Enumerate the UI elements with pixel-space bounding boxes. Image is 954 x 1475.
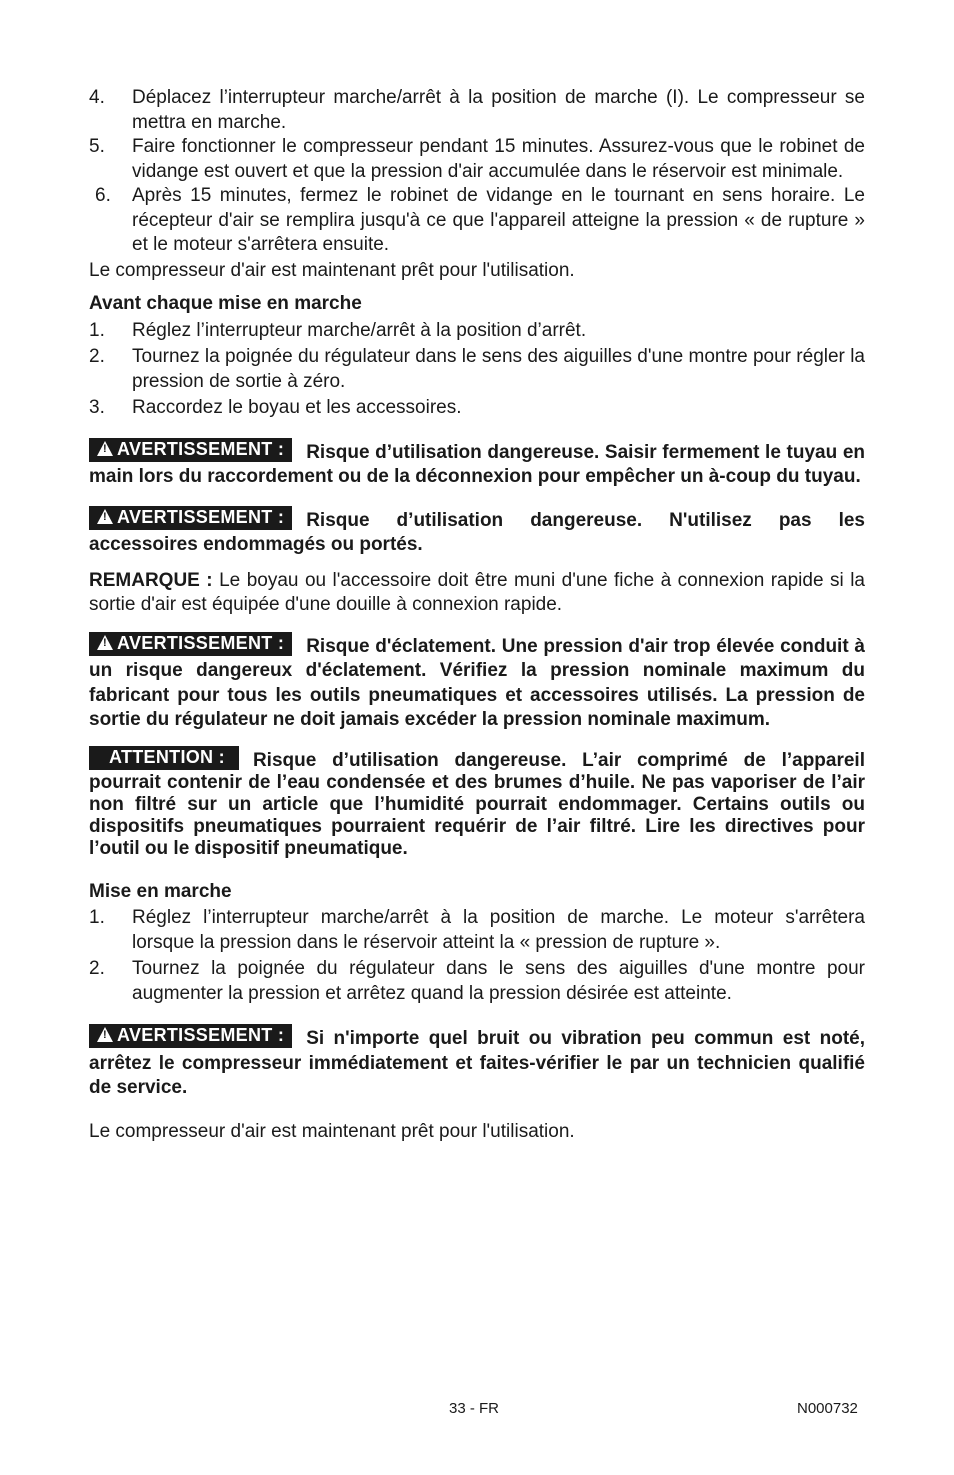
warning-block-3 bbox=[89, 632, 865, 733]
list-item bbox=[89, 396, 865, 421]
list-item bbox=[89, 86, 865, 135]
caution-text: Risque d’utilisation dangereuse. L’air comprimé de l’appareil pourrait contenir de l’eau condensée et des brumes d’huile. Ne pas vaporiser de l’air non filtré sur un article que l’humidité pourrait endommager. Certains outils ou dispositifs pneumatiques pourraient requérir de l’air filtré. Lire les directives pour l’outil ou le dispositif pneumatique. bbox=[89, 749, 865, 859]
warning-triangle-icon bbox=[97, 509, 113, 524]
item-text: Réglez l’interrupteur marche/arrêt à la position de marche. Le moteur s'arrêtera lorsque la pression dans le réservoir atteint la « pression de rupture ». bbox=[132, 907, 865, 953]
section-heading-start: Mise en marche bbox=[89, 880, 232, 902]
item-text: Raccordez le boyau et les accessoires. bbox=[132, 397, 462, 418]
warning-block-1 bbox=[89, 438, 865, 490]
warning-badge bbox=[89, 1024, 292, 1048]
warning-badge bbox=[89, 632, 292, 656]
item-text: Tournez la poignée du régulateur dans le sens des aiguilles d'une montre pour augmenter la pression et arrêtez quand la pression désirée est atteinte. bbox=[132, 958, 865, 1004]
warning-badge bbox=[89, 438, 292, 462]
item-number: 3. bbox=[89, 397, 105, 418]
item-text: Tournez la poignée du régulateur dans le sens des aiguilles d'une montre pour régler la pression de sortie à zéro. bbox=[132, 346, 865, 392]
warning-block-2 bbox=[89, 506, 865, 558]
steps-list-before-start bbox=[89, 319, 865, 421]
steps-list-start bbox=[89, 906, 865, 1006]
list-item bbox=[89, 135, 865, 184]
item-text: Réglez l’interrupteur marche/arrêt à la position d’arrêt. bbox=[132, 319, 587, 341]
warning-text: Risque d’utilisation dangereuse. N'utilisez pas les accessoires endommagés ou portés. bbox=[89, 509, 865, 555]
document-code: N000732 bbox=[797, 1400, 858, 1417]
warning-triangle-icon bbox=[97, 441, 113, 456]
caution-badge: ATTENTION : bbox=[89, 746, 239, 770]
ready-text: Le compresseur d'air est maintenant prêt pour l'utilisation. bbox=[89, 1120, 575, 1142]
list-item bbox=[89, 184, 865, 258]
warning-triangle-icon bbox=[97, 1027, 113, 1042]
item-text: Après 15 minutes, fermez le robinet de vidange en le tournant en sens horaire. Le récepteur d'air se remplira jusqu'à ce que l'appareil atteigne la pression « de rupture » et le moteur s'arrêtera ensuite. bbox=[132, 185, 865, 255]
warning-label: AVERTISSEMENT : bbox=[117, 632, 285, 653]
warning-badge bbox=[89, 506, 292, 530]
item-number: 2. bbox=[89, 958, 105, 979]
warning-label: AVERTISSEMENT : bbox=[117, 506, 285, 527]
warning-label: AVERTISSEMENT : bbox=[117, 1025, 285, 1045]
section-heading-before-start: Avant chaque mise en marche bbox=[89, 293, 362, 314]
warning-text: Risque d'éclatement. Une pression d'air trop élevée conduit à un risque dangereux d'éclatement. Vérifiez la pression nominale maximum du fabricant pour tous les outils pneumatiques et accessoires utilisés. La pression de sortie du régulateur ne doit jamais excéder la pression nominale maximum. bbox=[89, 635, 865, 730]
list-item bbox=[89, 345, 865, 394]
item-text: Déplacez l’interrupteur marche/arrêt à la position de marche (I). Le compresseur se mettra en marche. bbox=[132, 87, 865, 133]
list-item bbox=[89, 319, 865, 344]
item-number: 6. bbox=[95, 185, 111, 206]
caution-block bbox=[89, 746, 865, 860]
warning-text: Si n'importe quel bruit ou vibration peu commun est noté, arrêtez le compresseur immédiatement et faites-vérifier le par un technicien qualifié de service. bbox=[89, 1028, 865, 1098]
ready-text: Le compresseur d'air est maintenant prêt pour l'utilisation. bbox=[89, 259, 575, 281]
item-number: 2. bbox=[89, 346, 105, 367]
remark-text: Le boyau ou l'accessoire doit être muni d'une fiche à connexion rapide si la sortie d'air est équipée d'une douille à connexion rapide. bbox=[89, 569, 865, 615]
item-text: Faire fonctionner le compresseur pendant 15 minutes. Assurez-vous que le robinet de vidange est ouvert et que la pression d'air accumulée dans le réservoir est minimale. bbox=[132, 136, 865, 182]
document-page bbox=[89, 86, 865, 1144]
item-number: 1. bbox=[89, 907, 105, 928]
warning-triangle-icon bbox=[97, 635, 113, 650]
warning-block-4 bbox=[89, 1024, 865, 1101]
item-number: 5. bbox=[89, 136, 105, 157]
steps-list-a bbox=[89, 86, 865, 258]
remark-label: REMARQUE : bbox=[89, 569, 213, 591]
page-number: 33 - FR bbox=[449, 1400, 500, 1417]
warning-text: Risque d’utilisation dangereuse. Saisir fermement le tuyau en main lors du raccordement ou de la déconnexion pour empêcher un à-coup du tuyau. bbox=[89, 441, 865, 487]
item-number: 1. bbox=[89, 319, 105, 341]
remark-block bbox=[89, 569, 865, 618]
list-item bbox=[89, 957, 865, 1006]
warning-label: AVERTISSEMENT : bbox=[117, 438, 285, 459]
list-item bbox=[89, 906, 865, 955]
item-number: 4. bbox=[89, 87, 105, 108]
